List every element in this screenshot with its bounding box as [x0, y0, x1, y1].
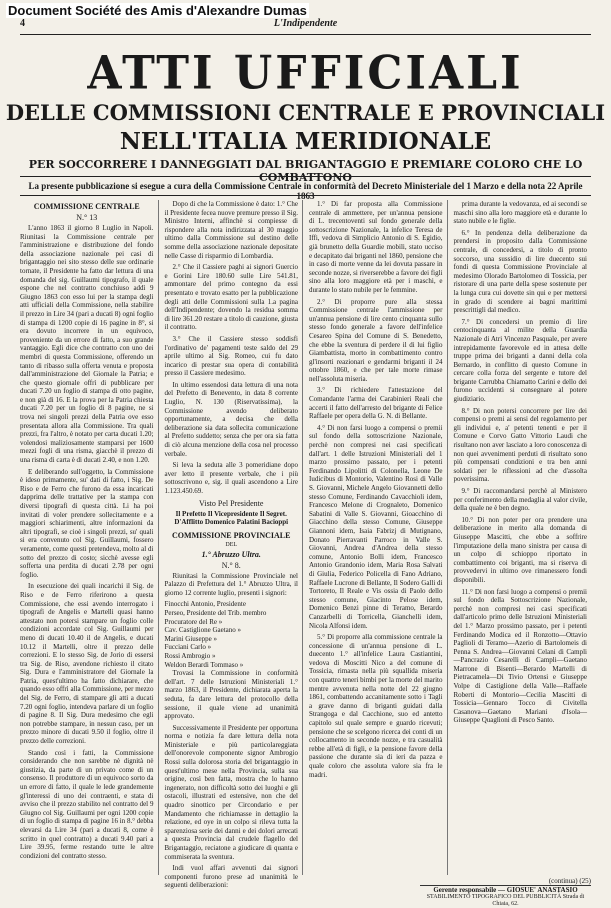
paragraph: 6.° In pendenza della deliberazione da prendersi in proposito dalla Commissione centrale, di concedersi, a titolo di pronto soccorso, una sussidio di lire duecento sui fondi di questa Commissione Provinciale al medesimo Olorado Bartolomeo di Tossicia, per ristorare di una parte della spese sostenute per la lunga cura cui dovette sin qui e per mettersi in grado di scendere ai bagni marittimi prescrittigli dal medico. [453, 228, 587, 315]
subline-rule [20, 195, 591, 196]
section-region: 1.° Abruzzo Ultra. [201, 549, 261, 559]
paragraph: E deliberando sull'oggetto, la Commissione è ideso primamente, su' dati di fatto, i Sig. De Riso e de Ferro che furono da essa incaricati dapprima delle trattative per la stampa con diversi tipografi di questa città. Li ha poi invitati di voler prendere sollecitamente e a maggiori schiarimenti, altre informazioni da altri tipografi, se cioè i singoli prezzi, su' quali si era convenuto col Sig. Guillaumi, fossero veramente, come questi pretendeva, molto al di sotto del prezzo di costo; sicchè avesse egli sofferta una perdita di ducati 2.78 per ogni foglio. [20, 467, 154, 579]
list-item: Perseo, Presidente del Trib. membro [164, 608, 267, 617]
header-rule [20, 34, 591, 35]
paragraph: 3.° Che il Cassiere stesso soddisfi l'ordinativo de' pagamenti teste saldo del 29 aprile ultimo al Sig. Romeo, cui fu dato incarico di prestar sua opera di contabilità presso il Cassiere medesimo. [164, 334, 298, 378]
paragraph: 3.° Di richiedere l'attestazione del Comandante l'arma dei Carabinieri Reali che accerti il fatto dell'arresto del brigante di Felice Raffaele per opera della G. N. di Bellante. [309, 386, 443, 421]
column-2 [164, 200, 304, 890]
title-rule [20, 176, 591, 177]
paragraph: Riunitasi la Commissione Provinciale nel Palazzo di Prefettura del 1.° Abruzzo Ultra, il giorno 12 corrente luglio, presenti i signori: [164, 571, 298, 597]
paragraph: Successivamente il Presidente per opportuna norma e notizia fa dare lettura della nota Ministeriale e più particolareggiata dell'onorevole componente signor Ambrogio Rossi sulla dolorosa storia del brigantaggio in quest'ultimo mese nella Provincia, sulla sua origine, così ben fatta, mostra che lo hanno ingenerato, non difficoltà sotto dei luoghi e gli ostacoli, illustrati ed estensive, non che del quadro sinottico per Circondario e per Mandamento che richiamasse in dettaglio la relazione, ed oye in un colpo si rileva tutta la sparenziosa serie dei danni e dei dolori arrecati a questa Provincia dal crudele flagello del Brigantaggio, reciatone a giudicare di quanta e commiserata la sventura. [164, 723, 298, 861]
paragraph: 9.° Di raccomandarsi perchè al Ministero per conferimento della medaglia al valor civile, della quale ne è ben degno. [453, 487, 587, 513]
visto-line: Visto Pel Presidente [199, 498, 264, 508]
paragraph: 2.° Di proporre pure alla stessa Commissione centrale l'ammissione per un'annua pensione di lire cento cinquanta sullo stesso fondo generale a favore dell'infelice Cesareo Spina del Comune di S. Benedetto, che ebbe la sventura di perdere il di lui figlio Giambattista, morto in combattimento contro gl'insorti reazionari e gendarmi briganti il 24 ottobre 1860, e che per tale morte rimase nell'assoluta miseria. [309, 297, 443, 383]
list-item: Procuratore del Re » [164, 617, 223, 626]
list-item: Weldon Berardi Tommaso » [164, 660, 244, 669]
watermark-label: Document Société des Amis d'Alexandre Dumas [8, 3, 307, 18]
footer [420, 878, 591, 908]
paragraph: L'anno 1863 il giorno 8 Luglio in Napoli. Riunitasi la Commissione centrale per l'amministrazione e distribuzione del fondo della associazione nazionale pei casi di brigantaggio nei sito stesso delle sue ordinarie tornate, il Presidente ha fatto dar lettura di una domanda del sig. Guillaumi tipografo, il quale espone che nel contratto conchiuso addì 9 Giugno 1863 con esso lui per la stampa degli atti ufficiali della Commissione, nella stabilire il prezzo in Lire 34 (pari a ducati 8) ogni foglio di stampa di 1200 copie di 16 pagine in 8°, si era dovuto incorrere in un equivoco, proveniente da un errore di fatto, a suo grande vantaggio. Egli dice che contratto con uno dei membri di questa Commissione, offerendo un tanto di ribasso sulla offerta venuta e proposta dall'amministrazione del Giornale la Patria; e che questo giornale offrì di pubblicare per ducati 7.20 un foglio di stampa di otto pagine, e non già di 16. E la prova per la Patria chiesta ducati 7.20 per un foglio di 8 pagine, ne si trova nei singoli prezzi della Patria ove esso presentata allora alla Commissione. Tra quali prezzi, fra l'altro, è notato per carta ducati 1.20; volendosi maliziosamente stamparsi per 1600 mezzi fogli di una risma, giacchè il prezzo di una risma di carta è di ducati 2.40, e non 1.20. [20, 224, 154, 465]
section-number: N.° 13 [76, 213, 98, 222]
printer-line: STABILIMENTO TIPOGRAFICO DEL PUBBLICITÀ Strada di Chiaia, 62. [426, 894, 585, 907]
signatures: Il Prefetto Il Vicepresidente Il Segret. D'Afflitto Domenico Palatini Bacioppi [174, 509, 289, 526]
paragraph: 7.° Di concedersi un premio di lire centocinquanta al milite della Guardia Nazionale di Atri Vincenzo Pasquale, per avere intrepidamente favorevole ed in attesa delle truppe prima dei briganti a danni della cola Bernardo, in conflitto di questo Comune in cercare colla forza del sergente e tutore del brigante Carrubba Chiamatto Carini e dello dei furono uccidenti si consegnare al potere giudiziario. [453, 317, 587, 404]
list-item: Marini Giuseppe » [164, 634, 217, 643]
section-heading: COMMISSIONE CENTRALE [33, 202, 140, 211]
list-item: Finocchi Antonio, Presidente [164, 600, 246, 609]
newspaper-name: L'Indipendente [273, 18, 338, 29]
column-1 [20, 200, 159, 875]
paragraph: Stando così i fatti, la Commissione considerando che non sarebbe nè dignità nè giustizia, da parte di un privato come di un consenso. Il produttore di un equivoco sorto da un errore di fatto, il quale le lede grandemente gl'interessi di uno dei contraenti, e stata di avviso che il prezzo stabilito nel contratto del 9 Giugno col Sig. Guillaumi per ogni 1200 copie di un foglio di stampa di pagine 16 in 8.° debba elevarsi da Lire 34 (pari a ducati 8, come è scritto in quel contratto) a ducati 9.40 pari a Lire 39.95, ferme restando tutte le altre condizioni del contratto stesso. [20, 748, 154, 860]
paragraph: In esecuzione dei quali incarichi il Sig. de Riso e de Ferro riferirono a questa Commissione, che essi avendo interrogato i tipografi de Angelis e Martelli quasi hanno attestato non potersi stampare un foglio colle condizioni accordate col Sig. Guillaumi per meno di ducati 10.40 il de Angelis, e ducati 10.12 il Martelli, oltre il prezzo delle correzioni. E lo stesso Sig. de Jorio di essersi tra Sig. de Riso, avendone richiesto il citato Sig. Dura e l'amministratore del Giornale la Patria, quest'ultimo ha fatto dichiarare, che quando esso offrì alla Commissione, per mezzo del Sig. de Ferro, di stampare gli atti a ducati 7.20 ogni foglio, intendeva parlare di un foglio di pagine 8. Il Sig. Dura medesimo che egli non potrebbe stampare, in nessun caso, per un prezzo minore di ducati 9.50 il foglio, oltre il prezzo delle correzioni. [20, 582, 154, 746]
member-list [165, 600, 299, 669]
paragraph: 11.° Di non farsi luogo a compensi o premii sul fondo della Sottoscrizione Nazionale, perchè non compresi nei casi specificati dall'articolo primo delle Istruzioni Ministeriali del 1.° Marzo prossimo passato, per i petenti Ferdinando Modica ed il Ronzotto—Ottavio Paglioli di Teramo—Azerio di Bartolomeis di Penna S. Andrea—Giovanni Celani di Campli—Pancrazio Cesarelli di Campli—Gaetano Marrone di Bisenti—Berardo Martelli di Pietracamela—Di Tivio Ortensi e Giuseppe Volpe di Castiglione della Valle—Raffaele Roberti di Montorio—Cecilia Mascitti di Tossicia—Gennaro Tocco di Civitella Casanova—Gaetano Mariani d'Isola—Giuseppe Quaglioni di Pesco Santo. [453, 587, 587, 725]
title-line-4: PER SOCCORRERE I DANNEGGIATI DAL BRIGANTAGGIO E PREMIARE COLORO CHE LO COMBATTONO [28, 158, 583, 184]
paragraph: 4.° Di non farsi luogo a compensi o premii sul fondo della sottoscrizione Nazionale, perchè non compresi nei casi specificati dall'art. 1 delle Istruzioni Ministeriali del 1 marzo prossimo passato, per i petenti Ferdinando Lipolitti di Colonella, Leone De Iudicibus di Montorio, Valentino Rosi di Valle S. Giovanni, Michele Angelo Giovannetti dello stesso Comune, Ferdinando Cavacchioli idem, Francesco Melone di Crognaleto, Domenico Sabatini di Valle S. Giovanni, Gioacchino di Giacchino della stesso Comune, Giuseppe Giannoni idem, Isaia Fabrizj di Mutignano, Donato Pierravanti Parroco in Valle S. Giovanni, Andrea d'Andrea della stesso comune, Antonio Bolli idem, Francesco Antonio Grandonio idem, Maria Rosa Salvati di Giulia, Federico Policella di Fano Adriano, Raffaele Lucrone di Bellante, Il Sodero Galli di Tortoreto, Il Reale e Vis ossia di Paolo dello stesso comune, Giacinto Pelose idem, Domenico Benzi pinne di Teramo, Berardo Canzarbelli di Torricella, Gianchelli idem, Nicola Alfonsi idem. [309, 423, 443, 630]
column-3 [309, 200, 448, 875]
page-header [20, 18, 591, 32]
section-heading: COMMISSIONE PROVINCIALE [172, 530, 291, 540]
paragraph: Trovasi la Commissione in conformità dell'art. 7 delle Istruzioni Ministeriali 1.° marzo 1863, il Presidente, dichiarata aperta la seduta, fa dare lettura del protocollo della sessione, il quale viene ad unanimità approvato. [164, 669, 298, 721]
list-item: Cav. Castiglione Gaetano » [164, 626, 242, 635]
paragraph: prima durante la vedovanza, ed ai secondi se maschi sino alla loro maggiore età e durante lo stato nubile e le figlie. [453, 200, 587, 226]
section-number: N.° 8. [221, 560, 241, 570]
section-heading-del: DEL [225, 541, 238, 548]
paragraph: Dopo di che la Commissione è dato: 1.° Che il Presidente fecea nuove premure presso il Sig. Ministro Interni, affinchè si compiesse di rispondere alla nota indirizzata al 30 maggio ultimo dalla Commissione sul destino delle somme della associazione nazionale depositate nelle Casse di risparmio di Lombardia. [164, 200, 298, 260]
paragraph: 5.° Di proporre alla commissione centrale la concessione di un'annua pensione di L. duecento 1.° all'infelice Laura Castiantini, vedova di Moscitti Nico a del comune di Tossicia, rimasta nella più squallida miseria con quattro teneri bimbi per la morte del marito mentre avvenuta nella notte del 22 giugno 1861, combattendo accanitamente sotto i Tagli a grave danno di briganti guidati dalla Strangoga e dal Cacchione, suo ed antetto capitolo sul quale sempre e guardo ricevuti; pensione che se scelgono ricerca dei conti di un collocamento in seconde nozze, e tra casualità rebbe all'età di figli, e la pensione favore della passione che durante sia di ieri da pazza e quale coloro che assoluta valore sia fra le madri. [309, 633, 443, 779]
responsible-editor: Gerente responsabile — GIOSUE' ANASTASIO [420, 885, 591, 894]
main-title: ATTI UFFICIALI [87, 46, 524, 101]
paragraph: In ultimo essendosi data lettura di una nota del Prefetto di Benevento, in data 8 corrente Luglio, N. 130 (Riservatissima), la Commissione avendo deliberato opportunamente, a decisa che della deliberazione sia data sollecita comunicazione al Prefetto suddetto; senza che per ora sia fatta di ciò alcuna menzione della cosa nel processo verbale. [164, 380, 298, 458]
column-4 [454, 200, 592, 875]
list-item: Fucciani Carlo » [164, 643, 212, 652]
title-line-3: NELL'ITALIA MERIDIONALE [119, 128, 492, 155]
publication-note: La presente pubblicazione si esegue a cura della Commissione Centrale in conformità del Decreto Ministeriale del 1 Marzo e della nota 22 Aprile 1863 [28, 181, 583, 201]
title-line-2: DELLE COMMISSIONI CENTRALE E PROVINCIALI [5, 100, 606, 125]
list-item: Rossi Ambrogio » [164, 651, 216, 660]
page-number: 4 [20, 18, 25, 29]
paragraph: 1.° Di far proposta alla Commissione centrale di ammettere, per un'annua pensione di L. trecentoventi sul fondo generale della sottoscrizione Nazionale, la infelice Teresa de Iffi, vedova di Simplicio Antonio di S. Egidio, già brunetto della Guardie mobili, stato ucciso e decapitato dai briganti nel 1860, pensione che in caso di morte venne da lei dovuta passare in seconde nozze, si riverserebbe a favore dei figli sino alla loro maggiore età per i maschi, e durante lo stato nubile per le femmine. [309, 200, 443, 294]
paragraph: 2.° Che il Cassiere paghi ai signori Guercio e Gorini Lire 180.60 sulle Lire 541.81, ammontare del primo contegno da essi presentato e trovato esatto per la pubblicazione degli atti delle Commissioni sulla 1.a pagina dell'Indipendente; dovendo la residua somma di lire 361.20 restare a titolo di cauzione, giusta il contratto. [164, 263, 298, 332]
paragraph: 8.° Di non potersi concorrere per lire dei compensi o premi ai sensi del regolamento per gli individui e, a' petenti tenenti e per il Comune e Corvo Gatto Vittorio Laudi che risultano non aver lasciato a loro conoscenza di non quei avvenimenti perduti di risultato sono più compensati condizioni e tra ben anni soldati per le riflessioni ad che d'assolta poverissima. [453, 406, 587, 484]
paragraph: Si leva la seduta alle 3 pomeridiane dopo aver letto il presente verbale, che i più sottoscrivono e, sig. il quali ascendono a Lire 1.123.450.69. [164, 461, 298, 495]
paragraph: 10.° Di non poter per ora prendere una deliberazione in merito alla domanda di Giuseppe Mascitti, che ebbe a soffrire l'imputazione della mano sinistra per causa di un colpo di schioppo riportato in combattimento coi briganti, ma si riserva di provvedervi in ultimo ove rimanessero fondi disponibili. [453, 515, 587, 584]
paragraph: Indi vuol affari avvenuti dai signori componenti furono prese ad unanimità le seguenti deliberazioni: [164, 864, 298, 890]
continued-note: (continua) (25) [548, 877, 591, 885]
